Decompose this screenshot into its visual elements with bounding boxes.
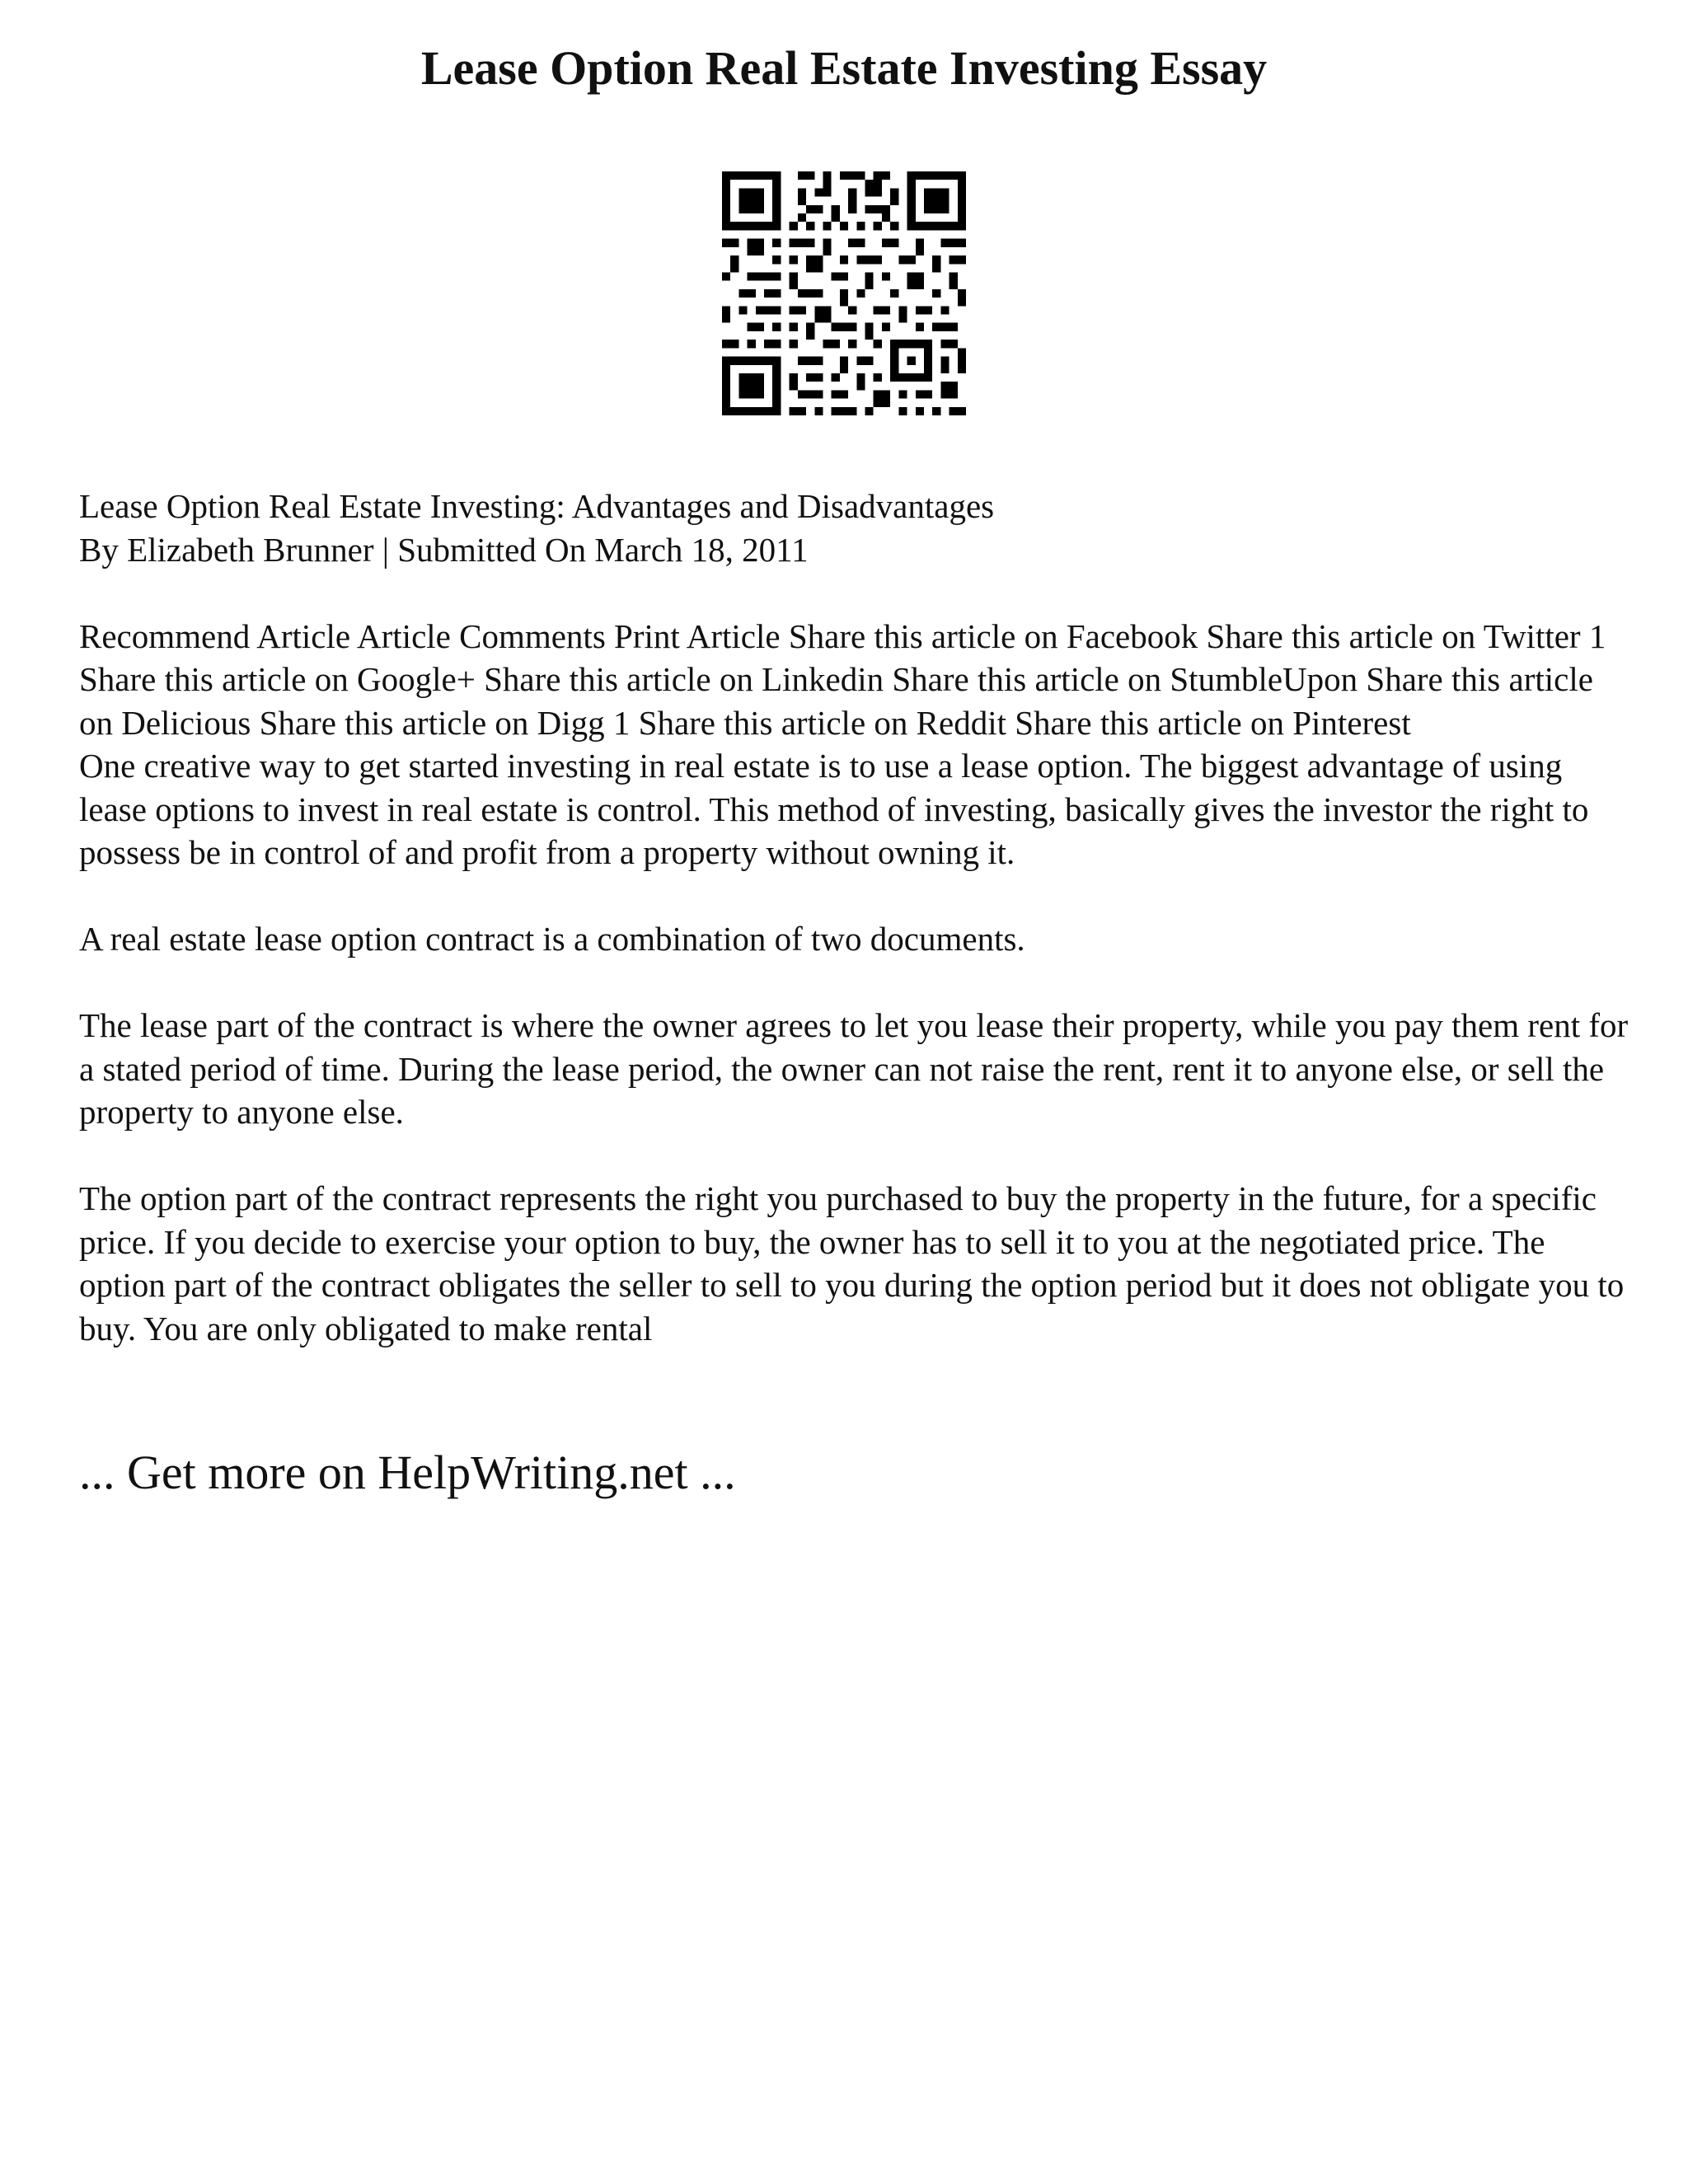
share-links-text: Recommend Article Article Comments Print Article Share this article on Facebook Share this article on Twitter 1 Share this article on Google+ Share this article on Linkedin Share this article on StumbleUpon Share this article on Delicious Share this article on Digg 1 Share this article on Reddit Share this article on Pinterest [79,616,1606,742]
paragraph-3: The lease part of the contract is where the owner agrees to let you lease their property, while you pay them rent for a stated period of time. During the lease period, the owner can not raise the rent, rent it to anyone else, or sell the property to anyone else. [79,1006,1629,1131]
qr-code-icon[interactable] [722,171,966,415]
get-more-link[interactable]: ... Get more on HelpWriting.net ... [79,1446,736,1499]
article-byline: By Elizabeth Brunner | Submitted On March 18, 2011 [79,530,809,569]
paragraph-1: One creative way to get started investing in real estate is to use a lease option. The biggest advantage of using lease options to invest in real estate is control. This method of investing, basically gives the investor the right to possess be in control of and profit from a property without owning it. [79,747,1589,871]
article-body [79,485,1629,1350]
article-subtitle: Lease Option Real Estate Investing: Advantages and Disadvantages [79,487,995,525]
paragraph-4: The option part of the contract represents the right you purchased to buy the property in the future, for a specific price. If you decide to exercise your option to buy, the owner has to sell it to you at the negotiated price. The option part of the contract obligates the seller to sell to you during the option period but it does not obligate you to buy. You are only obligated to make rental [79,1179,1625,1347]
document-title: Lease Option Real Estate Investing Essay [420,41,1268,95]
paragraph-2: A real estate lease option contract is a combination of two documents. [79,920,1025,958]
